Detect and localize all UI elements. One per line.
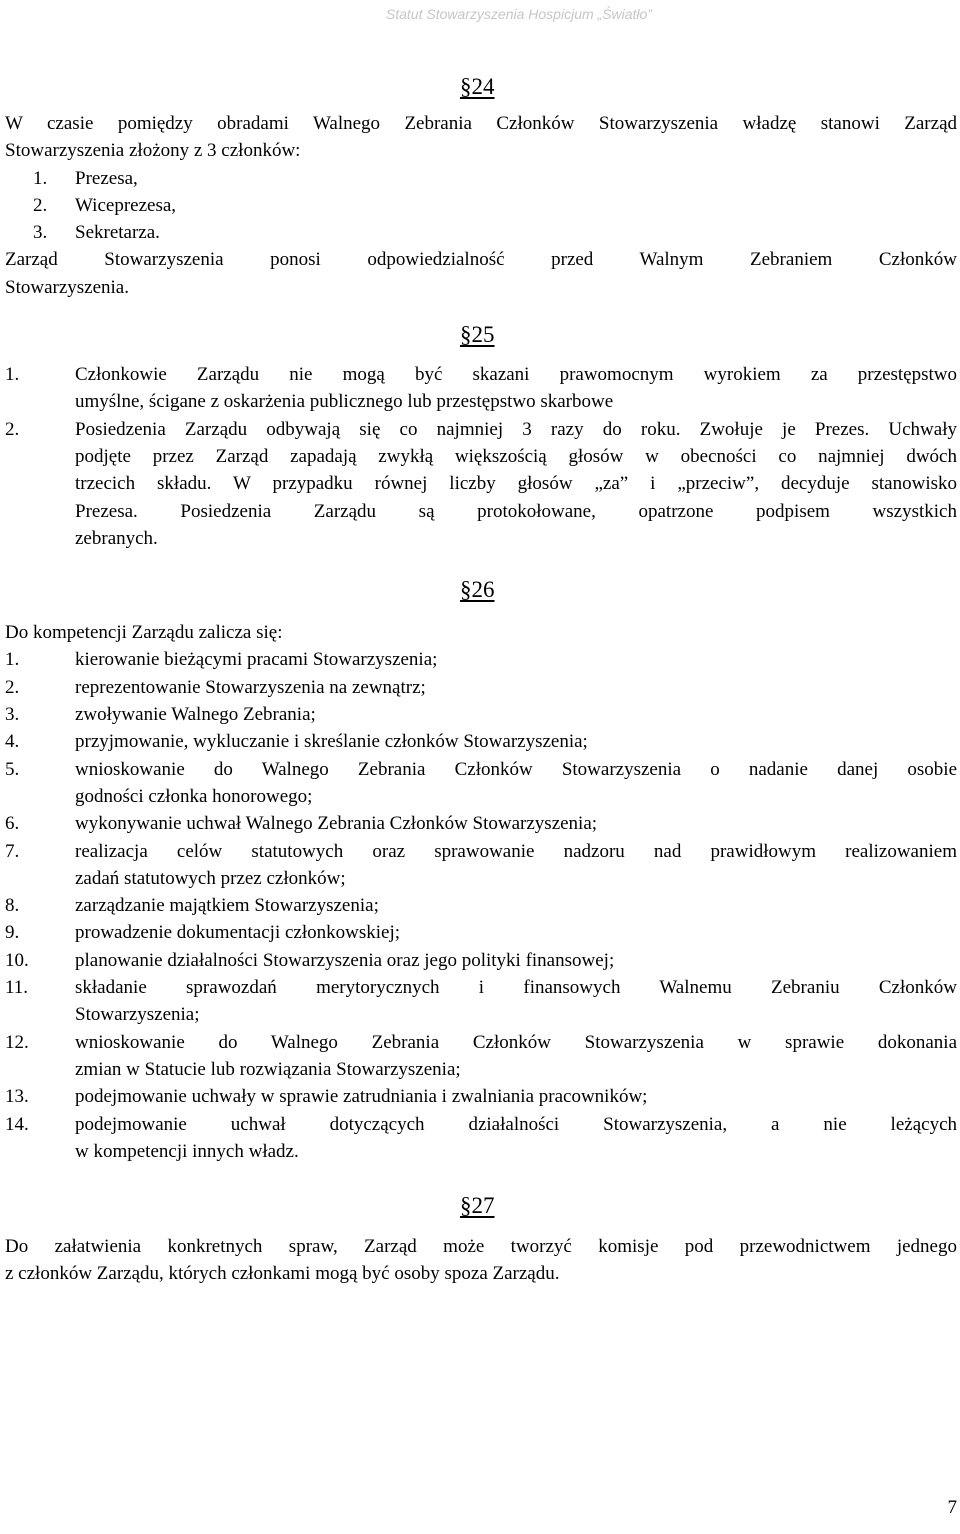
s25-p1-line-2: umyślne, ścigane z oskarżenia publicznego lub przestępstwo skarbowe bbox=[75, 391, 614, 413]
s26-item-num: 1. bbox=[5, 649, 20, 671]
s26-item bbox=[5, 756, 957, 811]
s26-item-text: prowadzenie dokumentacji członkowskiej; bbox=[75, 922, 401, 944]
s24-item-3 bbox=[33, 219, 957, 246]
s26-item bbox=[5, 919, 957, 946]
s26-item-num: 4. bbox=[5, 731, 20, 753]
s26-item bbox=[5, 838, 957, 893]
s26-item bbox=[5, 701, 957, 728]
s26-item-num: 12. bbox=[5, 1031, 29, 1053]
s26-item-text: wnioskowanie do Walnego Zebrania Członków Stowarzyszenia w sprawie dokonania bbox=[75, 1031, 957, 1053]
s25-p1-line-1: Członkowie Zarządu nie mogą być skazani prawomocnym wyrokiem za przestępstwo bbox=[75, 364, 957, 386]
s26-item-num: 5. bbox=[5, 758, 20, 780]
section-27-title: §27 bbox=[460, 1193, 495, 1219]
s25-p2-line-5: zebranych. bbox=[75, 527, 158, 549]
s26-item-text: wykonywanie uchwał Walnego Zebrania Członków Stowarzyszenia; bbox=[75, 813, 598, 835]
s26-item-num: 6. bbox=[5, 813, 20, 835]
s26-item-text: reprezentowanie Stowarzyszenia na zewnątrz; bbox=[75, 676, 426, 698]
s24-item-2 bbox=[33, 192, 957, 219]
s25-p2-line-3: trzecich składu. W przypadku równej liczby głosów „za” i „przeciw”, decyduje stanowisko bbox=[75, 473, 957, 495]
s25-p2-line-2: podjęte przez Zarząd zapadają zwykłą większością głosów w obecności co najmniej dwóch bbox=[75, 445, 957, 467]
s26-item-text: zmian w Statucie lub rozwiązania Stowarzyszenia; bbox=[75, 1058, 461, 1080]
document-body bbox=[5, 72, 957, 1288]
s26-item-text: podejmowanie uchwały w sprawie zatrudniania i zwalniania pracowników; bbox=[75, 1086, 648, 1108]
s26-item-text: wnioskowanie do Walnego Zebrania Członków Stowarzyszenia o nadanie danej osobie bbox=[75, 758, 957, 780]
s27-line-2: z członków Zarządu, których członkami mogą być osoby spoza Zarządu. bbox=[5, 1263, 560, 1285]
s25-p2-line-4: Prezesa. Posiedzenia Zarządu są protokołowane, opatrzone podpisem wszystkich bbox=[75, 500, 957, 522]
s26-item-text: w kompetencji innych władz. bbox=[75, 1140, 299, 1162]
s26-item-text: przyjmowanie, wykluczanie i skreślanie członków Stowarzyszenia; bbox=[75, 731, 588, 753]
s24-item-1-text: Prezesa, bbox=[75, 167, 138, 189]
s26-item-num: 10. bbox=[5, 949, 29, 971]
s26-item-num: 11. bbox=[5, 977, 29, 999]
s24-item-2-text: Wiceprezesa, bbox=[75, 194, 177, 216]
s25-p2-num: 2. bbox=[5, 418, 20, 440]
s24-item-3-num: 3. bbox=[33, 222, 48, 244]
s26-item-text: realizacja celów statutowych oraz sprawowanie nadzoru nad prawidłowym realizowaniem bbox=[75, 840, 957, 862]
s26-item bbox=[5, 974, 957, 1029]
s24-closing-line-2: Stowarzyszenia. bbox=[5, 276, 129, 298]
s26-item-text: zarządzanie majątkiem Stowarzyszenia; bbox=[75, 895, 379, 917]
s26-item-num: 9. bbox=[5, 922, 20, 944]
s25-paragraph-1 bbox=[5, 361, 957, 416]
section-26-title: §26 bbox=[460, 577, 495, 603]
s26-item bbox=[5, 674, 957, 701]
s26-item-text: godności członka honorowego; bbox=[75, 785, 313, 807]
s26-intro: Do kompetencji Zarządu zalicza się: bbox=[5, 622, 283, 644]
s26-item-text: planowanie działalności Stowarzyszenia oraz jego polityki finansowej; bbox=[75, 949, 615, 971]
s24-item-1-num: 1. bbox=[33, 167, 48, 189]
s26-item-text: składanie sprawozdań merytorycznych i finansowych Walnemu Zebraniu Członków bbox=[75, 977, 957, 999]
s26-item-num: 2. bbox=[5, 676, 20, 698]
s26-item-text: podejmowanie uchwał dotyczących działalności Stowarzyszenia, a nie leżących bbox=[75, 1113, 957, 1135]
s24-item-3-text: Sekretarza. bbox=[75, 222, 160, 244]
s26-competence-list bbox=[5, 646, 957, 1165]
s26-item-num: 3. bbox=[5, 704, 20, 726]
s24-intro-line-2: Stowarzyszenia złożony z 3 członków: bbox=[5, 140, 301, 162]
s26-item bbox=[5, 947, 957, 974]
s25-p2-line-1: Posiedzenia Zarządu odbywają się co najmniej 3 razy do roku. Zwołuje je Prezes. Uchwały bbox=[75, 418, 957, 440]
s26-item bbox=[5, 1029, 957, 1084]
running-header: Statut Stowarzyszenia Hospicjum „Światło” bbox=[385, 6, 652, 22]
s26-item-text: zadań statutowych przez członków; bbox=[75, 867, 346, 889]
s26-item-num: 7. bbox=[5, 840, 20, 862]
s24-item-2-num: 2. bbox=[33, 194, 48, 216]
s26-item-text: kierowanie bieżącymi pracami Stowarzyszenia; bbox=[75, 649, 438, 671]
s25-p1-num: 1. bbox=[5, 364, 20, 386]
s26-item bbox=[5, 1111, 957, 1166]
section-25-title: §25 bbox=[460, 322, 495, 348]
s24-intro-line-1: W czasie pomiędzy obradami Walnego Zebrania Członków Stowarzyszenia władzę stanowi Zarząd bbox=[5, 113, 957, 134]
s26-item-text: zwoływanie Walnego Zebrania; bbox=[75, 704, 316, 726]
s24-closing-line-1: Zarząd Stowarzyszenia ponosi odpowiedzialność przed Walnym Zebraniem Członków bbox=[5, 249, 957, 271]
section-24-title: §24 bbox=[460, 74, 495, 99]
s26-item bbox=[5, 810, 957, 837]
page-number: 7 bbox=[947, 1497, 957, 1518]
s26-item-text: Stowarzyszenia; bbox=[75, 1004, 200, 1026]
s26-item-num: 13. bbox=[5, 1086, 29, 1108]
s26-item bbox=[5, 892, 957, 919]
s25-paragraph-2 bbox=[5, 416, 957, 552]
s26-item bbox=[5, 646, 957, 673]
s24-item-1 bbox=[33, 165, 957, 192]
s26-item-num: 8. bbox=[5, 895, 20, 917]
s27-line-1: Do załatwienia konkretnych spraw, Zarząd może tworzyć komisje pod przewodnictwem jednego bbox=[5, 1236, 957, 1258]
s26-item bbox=[5, 728, 957, 755]
s26-item bbox=[5, 1083, 957, 1110]
s26-item-num: 14. bbox=[5, 1113, 29, 1135]
